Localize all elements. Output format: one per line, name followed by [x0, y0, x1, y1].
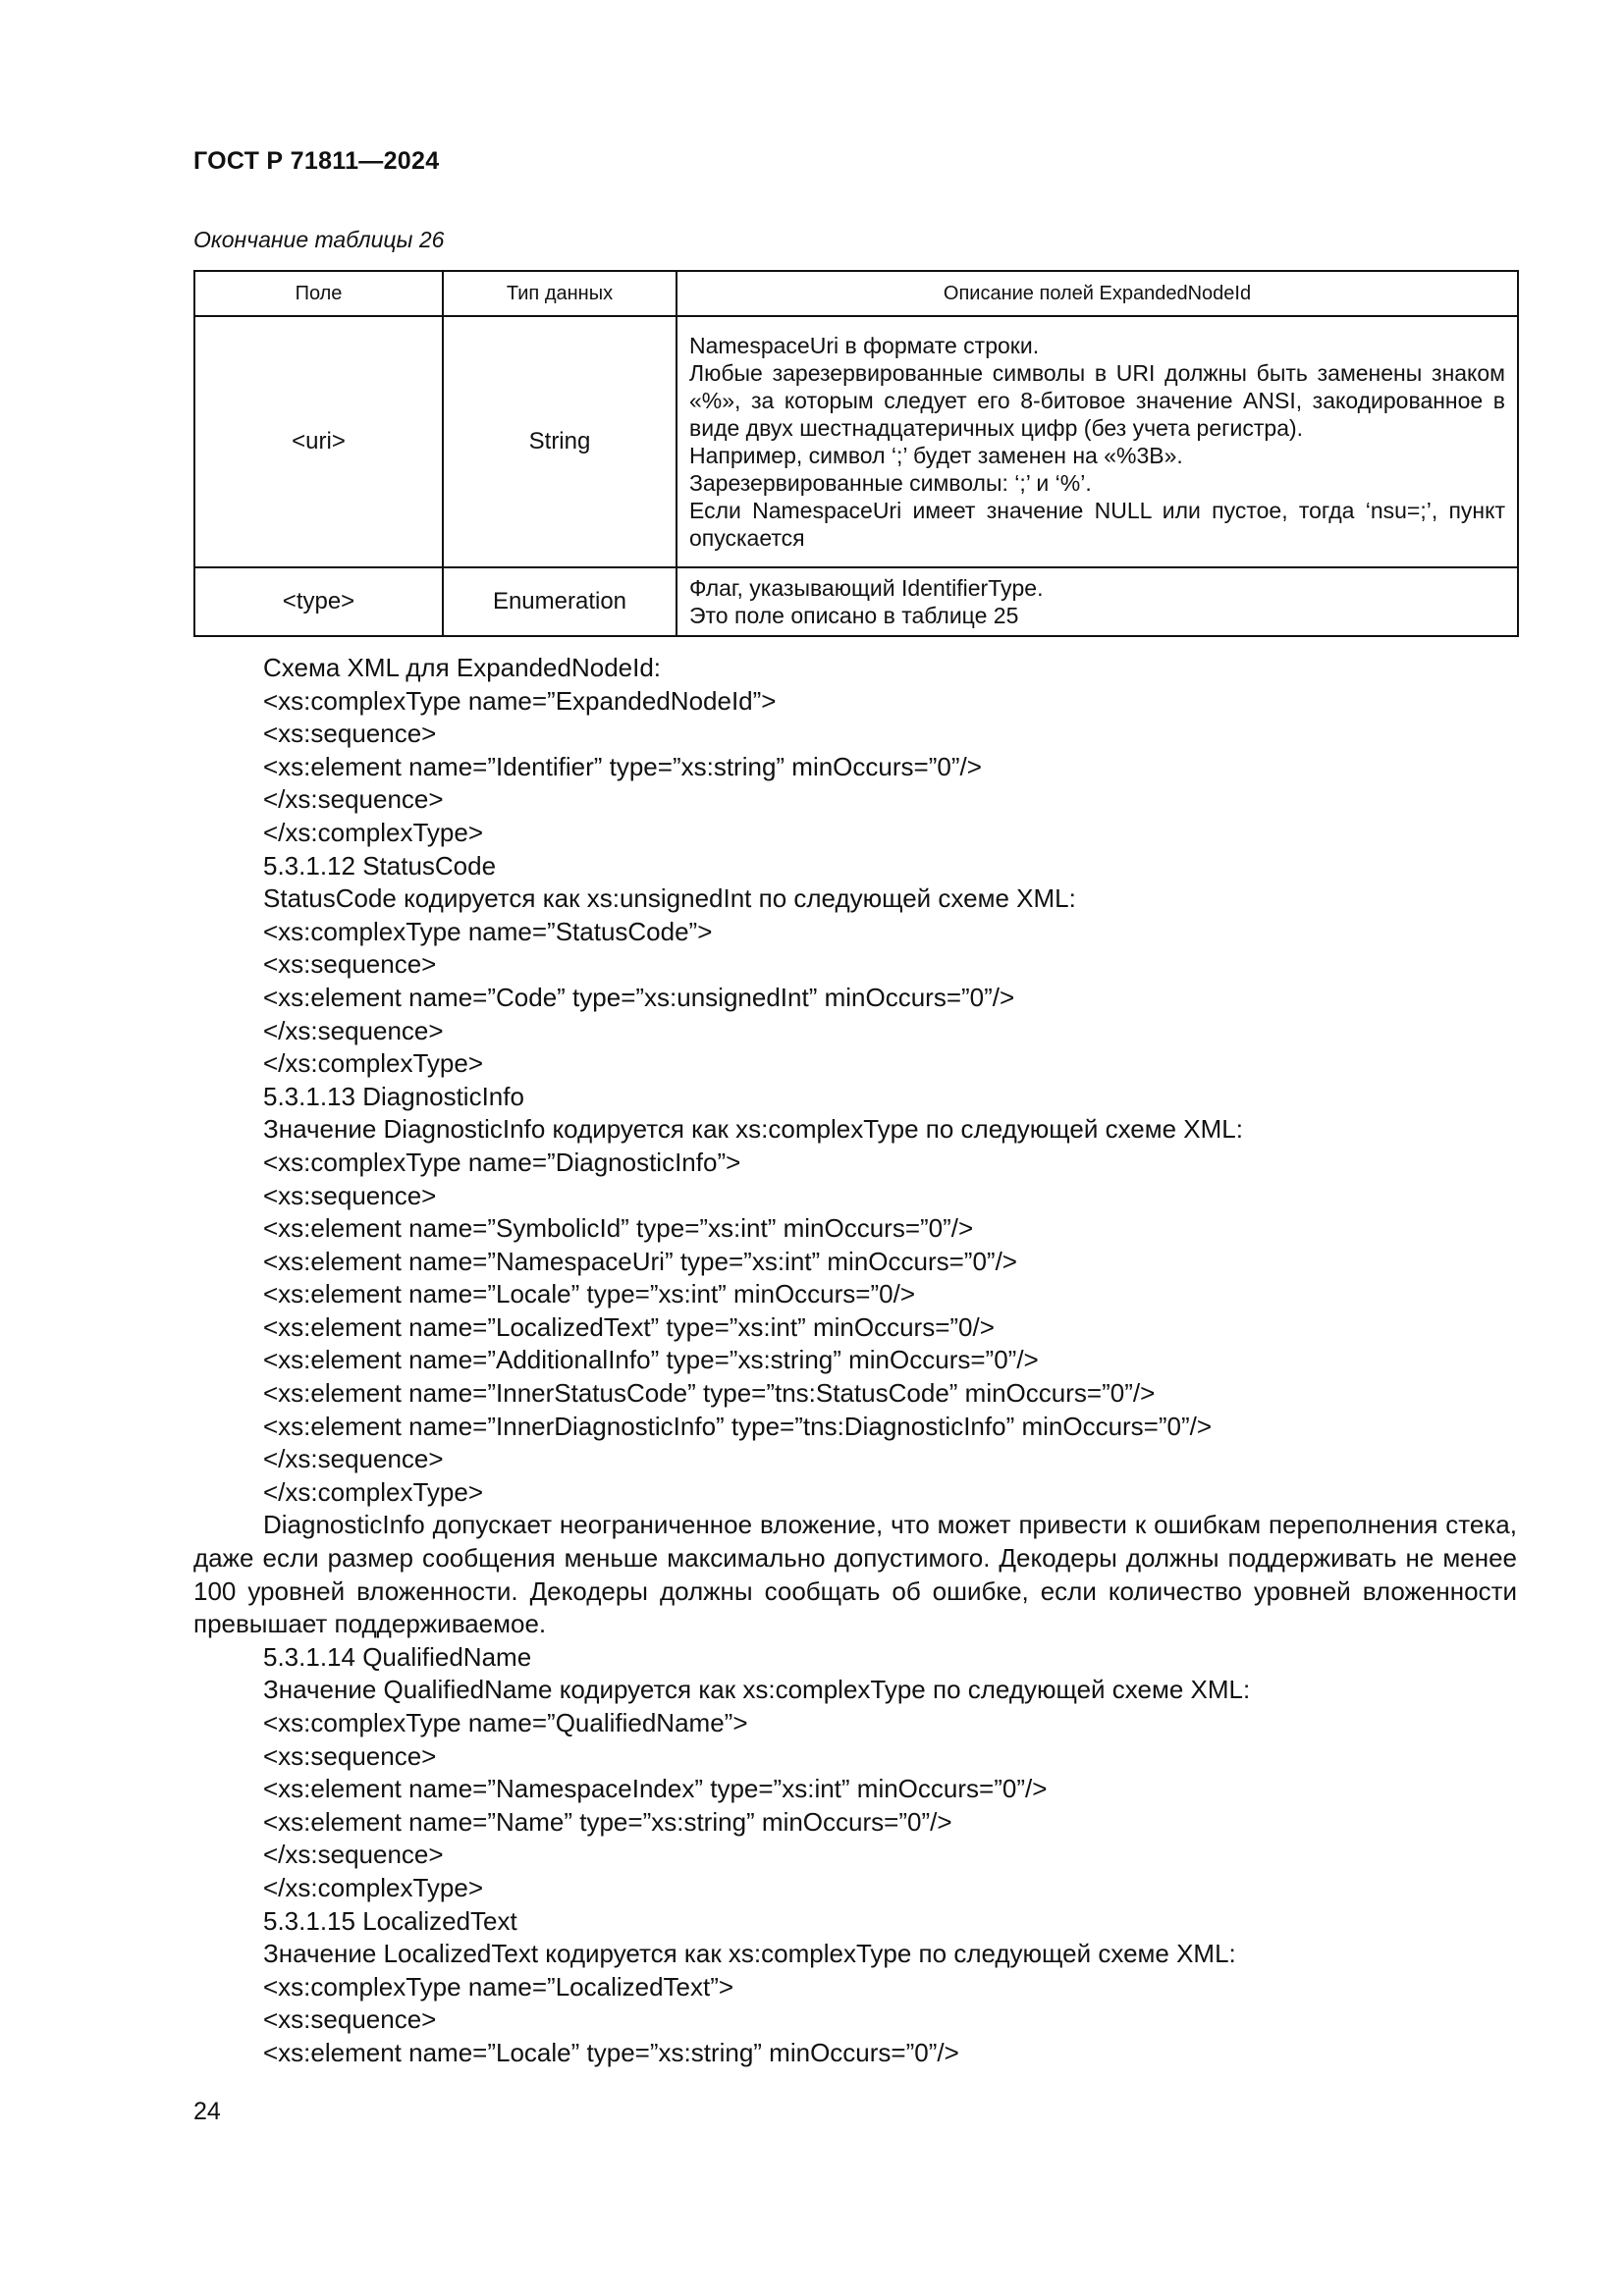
- body-line: <xs:sequence>: [263, 2004, 437, 2035]
- body-line: StatusCode кодируется как xs:unsignedInt по следующей схеме XML:: [263, 883, 1076, 914]
- body-line: <xs:sequence>: [263, 949, 437, 980]
- body-line: </xs:complexType>: [263, 817, 483, 847]
- body-line: </xs:sequence>: [263, 1444, 444, 1474]
- body-line: </xs:sequence>: [263, 1840, 444, 1870]
- body-line: <xs:element name=”Locale” type=”xs:int” minOccurs=”0/>: [263, 1279, 916, 1309]
- description-line: Например, символ ‘;’ будет заменен на «%3B».: [689, 443, 1183, 468]
- body-line: 5.3.1.12 StatusCode: [263, 850, 497, 881]
- description-line: Если NamespaceUri имеет значение NULL или пустое, тогда ‘nsu=;’, пункт опускается: [689, 498, 1505, 551]
- column-header-type: Тип данных: [443, 271, 677, 316]
- table-header-row: [194, 271, 1518, 316]
- body-line: <xs:element name=”InnerStatusCode” type=”tns:StatusCode” minOccurs=”0”/>: [263, 1378, 1156, 1409]
- description-line: NamespaceUri в формате строки.: [689, 333, 1040, 358]
- description-line: Любые зарезервированные символы в URI должны быть заменены знаком «%», за которым следует его 8-битовое значение ANSI, закодированное в виде двух шестнадцатеричных цифр (без учета регистра).: [689, 360, 1505, 441]
- body-line: <xs:element name=”SymbolicId” type=”xs:int” minOccurs=”0”/>: [263, 1213, 974, 1244]
- table-caption: Окончание таблицы 26: [193, 227, 445, 252]
- body-line: 5.3.1.14 QualifiedName: [263, 1641, 532, 1672]
- body-line: <xs:element name=”Name” type=”xs:string” minOccurs=”0”/>: [263, 1806, 952, 1837]
- body-line: Значение QualifiedName кодируется как xs:complexType по следующей схеме XML:: [263, 1675, 1251, 1705]
- body-line: </xs:sequence>: [263, 784, 444, 815]
- description-cell: [677, 316, 1518, 567]
- body-line: <xs:complexType name=”DiagnosticInfo”>: [263, 1147, 741, 1177]
- description-line: Зарезервированные символы: ‘;’ и ‘%’.: [689, 470, 1092, 496]
- description-cell: [677, 567, 1518, 636]
- body-line: </xs:complexType>: [263, 1048, 483, 1079]
- body-line: <xs:element name=”LocalizedText” type=”xs:int” minOccurs=”0/>: [263, 1311, 995, 1342]
- body-line: <xs:element name=”NamespaceUri” type=”xs:int” minOccurs=”0”/>: [263, 1246, 1017, 1276]
- page-number: 24: [193, 2098, 221, 2125]
- description-line: Это поле описано в таблице 25: [689, 603, 1019, 628]
- body-line: 5.3.1.15 LocalizedText: [263, 1905, 517, 1936]
- body-line: <xs:element name=”InnerDiagnosticInfo” type=”tns:DiagnosticInfo” minOccurs=”0”/>: [263, 1411, 1213, 1441]
- body-line: 5.3.1.13 DiagnosticInfo: [263, 1081, 524, 1111]
- body-line: <xs:element name=”Code” type=”xs:unsignedInt” minOccurs=”0”/>: [263, 982, 1015, 1012]
- description-line: Флаг, указывающий IdentifierType.: [689, 575, 1044, 601]
- type-cell: Enumeration: [443, 567, 677, 636]
- body-line: <xs:sequence>: [263, 719, 437, 749]
- body-line: </xs:complexType>: [263, 1476, 483, 1507]
- field-cell: <uri>: [194, 316, 443, 567]
- body-paragraph: DiagnosticInfo допускает неограниченное вложение, что может привести к ошибкам переполнения стека, даже если размер сообщения меньше максимально допустимого. Декодеры должны поддерживать не менее 100 уровней вложенности. Декодеры должны сообщать об ошибке, если количество уровней вложенности превышает поддерживаемое.: [193, 1510, 1517, 1639]
- body-line: <xs:element name=”Identifier” type=”xs:string” minOccurs=”0”/>: [263, 751, 982, 781]
- body-line: Значение LocalizedText кодируется как xs:complexType по следующей схеме XML:: [263, 1939, 1236, 1969]
- body-line: <xs:complexType name=”LocalizedText”>: [263, 1971, 734, 2002]
- body-line: <xs:sequence>: [263, 1180, 437, 1210]
- table-row: [194, 316, 1518, 567]
- body-line: <xs:complexType name=”QualifiedName”>: [263, 1708, 748, 1737]
- body-line: </xs:sequence>: [263, 1015, 444, 1045]
- body-line: <xs:element name=”NamespaceIndex” type=”xs:int” minOccurs=”0”/>: [263, 1774, 1048, 1804]
- body-line: <xs:sequence>: [263, 1740, 437, 1771]
- table-row: [194, 567, 1518, 636]
- column-header-description: Описание полей ExpandedNodeId: [677, 271, 1518, 316]
- body-line: Схема XML для ExpandedNodeId:: [263, 653, 662, 682]
- body-line: Значение DiagnosticInfo кодируется как xs:complexType по следующей схеме XML:: [263, 1114, 1243, 1145]
- body-text: [193, 652, 1517, 2070]
- type-cell: String: [443, 316, 677, 567]
- body-line: </xs:complexType>: [263, 1872, 483, 1902]
- column-header-field: Поле: [194, 271, 443, 316]
- standard-header: ГОСТ Р 71811—2024: [193, 147, 440, 175]
- body-line: <xs:element name=”Locale” type=”xs:string” minOccurs=”0”/>: [263, 2037, 959, 2067]
- body-line: <xs:element name=”AdditionalInfo” type=”xs:string” minOccurs=”0”/>: [263, 1345, 1039, 1375]
- body-line: <xs:complexType name=”ExpandedNodeId”>: [263, 685, 777, 716]
- fields-table: [193, 270, 1519, 637]
- body-line: <xs:complexType name=”StatusCode”>: [263, 916, 713, 946]
- field-cell: <type>: [194, 567, 443, 636]
